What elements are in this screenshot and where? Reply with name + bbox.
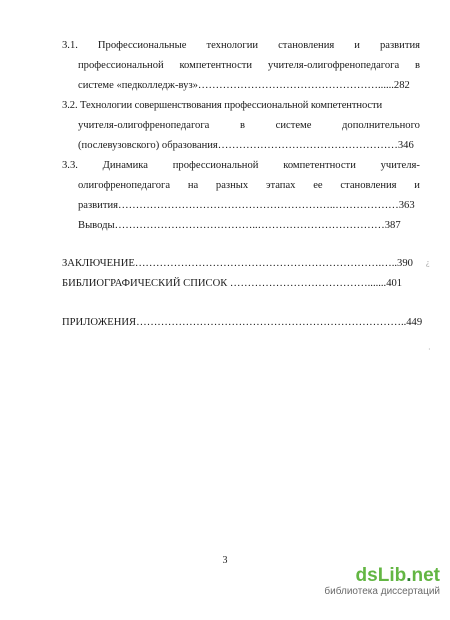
word: разных [215, 180, 249, 191]
toc-appendices: ПРИЛОЖЕНИЯ…………………………………………………………………..449 [62, 317, 422, 328]
dslib-subtitle: библиотека диссертаций [324, 586, 440, 597]
word: развития [379, 40, 420, 51]
logo-tld: net [411, 565, 440, 586]
word: профессиональной [172, 160, 259, 171]
toc-zaklyuchenie: ЗАКЛЮЧЕНИЕ…………………………………………………………….…..390 [62, 258, 413, 269]
toc-3-3-line2 [78, 179, 420, 192]
toc-3-3-number: 3.3. [62, 160, 78, 171]
word: системе [275, 120, 312, 131]
word: на [187, 180, 199, 191]
word: этапах [265, 180, 296, 191]
toc-3-2-line1: 3.2. Технологии совершенствования профессиональной компетентности [62, 100, 383, 111]
logo-dot: . [406, 565, 412, 586]
word: олигофренопедагога [78, 180, 171, 191]
toc-conclusions: Выводы…………………………………..………………………………387 [78, 220, 401, 231]
word: и [354, 40, 360, 51]
word: становления [340, 180, 397, 191]
word: и [414, 180, 420, 191]
scan-speck: ¿ [426, 258, 430, 267]
word: становления [278, 40, 335, 51]
word: учителя- [380, 160, 420, 171]
dslib-logo [315, 566, 440, 586]
word: учителя-олигофренопедагога [78, 120, 210, 131]
toc-3-3-line3: развития……………………………………………………..………………363 [78, 200, 415, 211]
toc-3-1-line2 [78, 59, 420, 72]
word: в [414, 60, 420, 71]
toc-bibliography: БИБЛИОГРАФИЧЕСКИЙ СПИСОК ………………………………….......401 [62, 278, 403, 289]
toc-3-2-line2 [78, 119, 420, 132]
word: технологии [206, 40, 259, 51]
word: Динамика [102, 160, 148, 171]
toc-3-1-line3: системе «педколледж-вуз»……………………………………………......282 [78, 80, 410, 91]
word: ее [313, 180, 323, 191]
toc-3-3-line1 [62, 159, 420, 172]
scan-speck: · [428, 345, 431, 354]
word: в [240, 120, 246, 131]
logo-main: dsLib [355, 565, 407, 586]
word: профессиональной [78, 60, 164, 71]
word: компетентности [179, 60, 253, 71]
page-number: 3 [222, 555, 228, 566]
toc-3-1-line1 [62, 39, 420, 52]
word: дополнительного [342, 120, 420, 131]
word: компетентности [283, 160, 356, 171]
toc-3-2-line3: (послевузовского) образования……………………………………………346 [78, 140, 414, 151]
dslib-watermark [315, 566, 440, 598]
toc-3-1-number: 3.1. [62, 40, 78, 51]
word: Профессиональные [97, 40, 187, 51]
word: учителя-олигофренопедагога [267, 60, 400, 71]
